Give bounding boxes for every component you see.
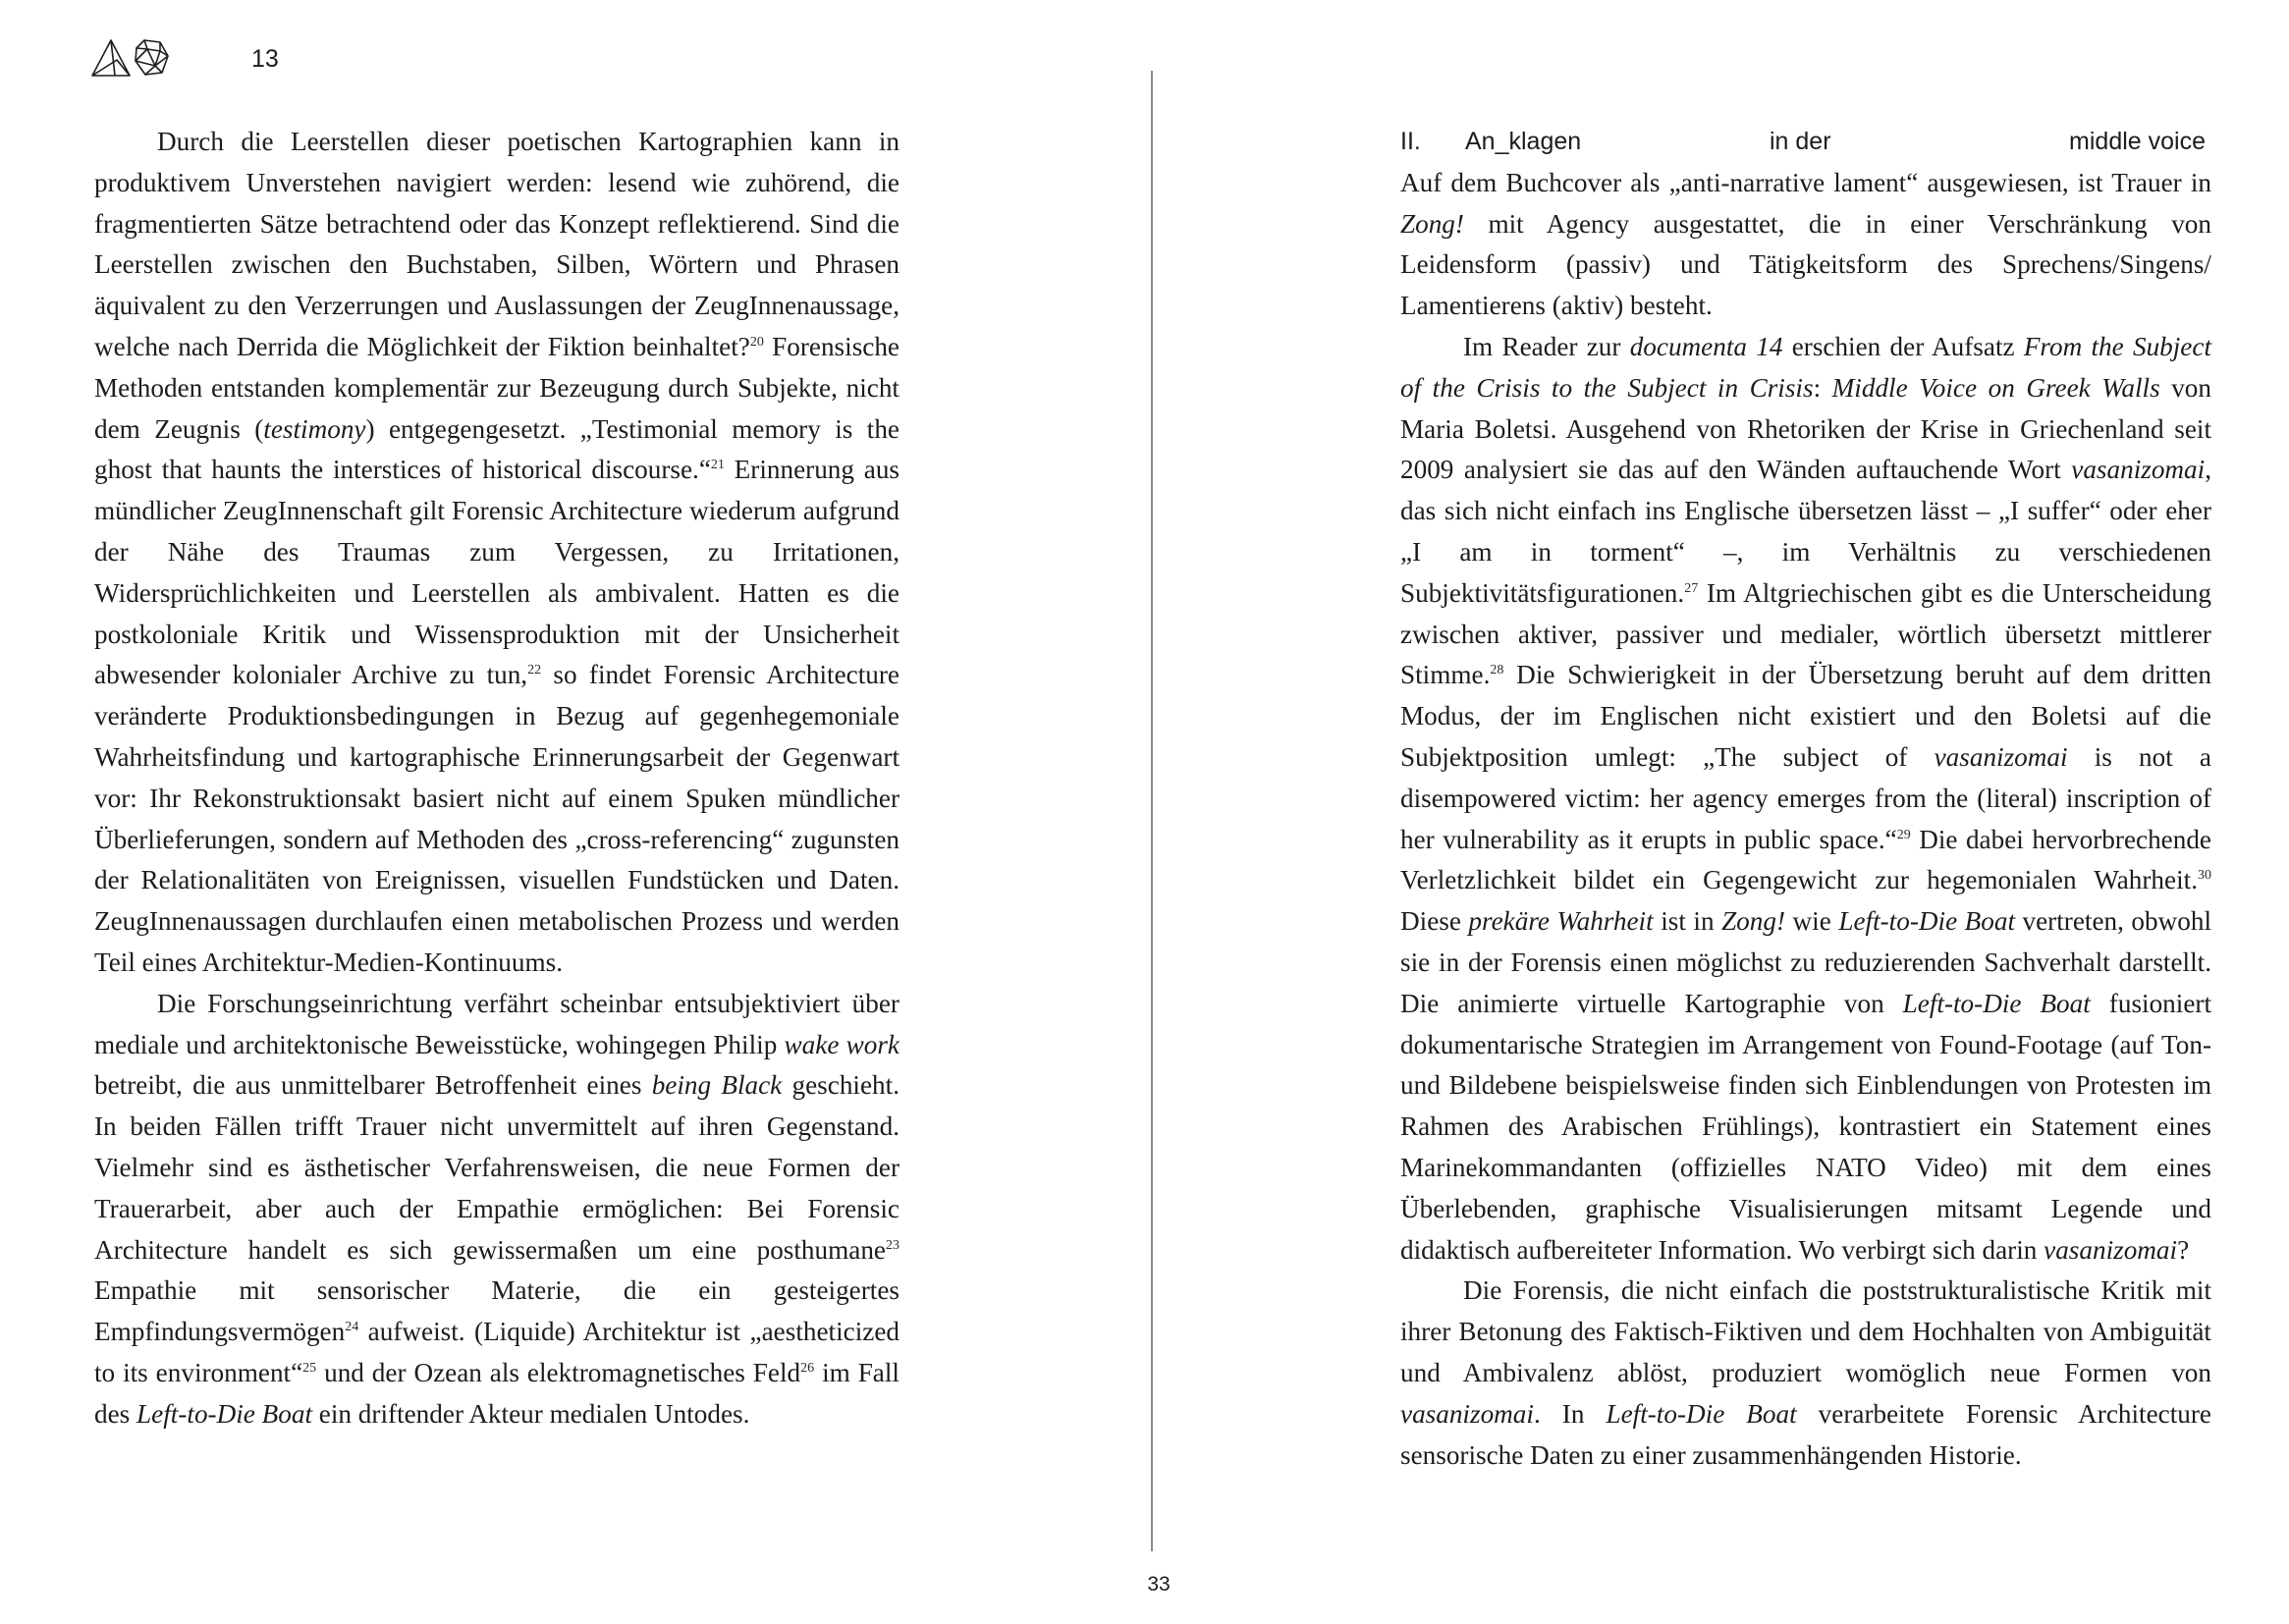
- gutter-divider: [1151, 71, 1153, 1551]
- footnote-ref: 21: [710, 458, 725, 473]
- footnote-ref: 25: [302, 1360, 317, 1376]
- section-title-word-3: middle voice: [2069, 128, 2206, 155]
- section-heading: [1400, 122, 2211, 163]
- section-number: II.: [1400, 128, 1421, 155]
- footnote-ref: 27: [1684, 580, 1699, 596]
- footnote-ref: 30: [2198, 868, 2211, 884]
- page-number-bottom: 33: [1147, 1573, 1171, 1596]
- footnote-ref: 23: [886, 1237, 899, 1253]
- footnote-ref: 26: [800, 1360, 815, 1376]
- right-paragraph-2: Im Reader zur documenta 14 erschien der Aufsatz From the Subject of the Crisis to the Subject in Crisis: Middle Voice on Greek Walls von Maria Boletsi. Ausgehend von Rhetoriken der Krise in Griechenland seit 2009 analysiert sie das auf den Wänden auftauchende Wort vasanizomai, das sich nicht einfach ins Englische übersetzen lässt – „I suffer“ oder eher „I am in torment“ –, im Verhältnis zu verschiedenen Subjektivitätsfigurationen.$^{27}$ Im Altgriechischen gibt es die Unterscheidung zwischen aktiver, passiver und medialer, wörtlich übersetzt mittlerer Stimme.$^{28}$ Die Schwierigkeit in der Übersetzung beruht auf dem dritten Modus, der im Englischen nicht existiert und den Boletsi auf die Subjektposition umlegt: „The subject of vasanizomai is not a disempowered victim: her agency emerges from the (literal) inscription of her vulnerability as it erupts in public space.“$^{29}$ Die dabei hervorbrechende Verletzlichkeit bildet ein Gegengewicht zur hegemonialen Wahrheit.$^{30}$ Diese prekäre Wahrheit ist in Zong! wie Left-to-Die Boat vertreten, obwohl sie in der Forensis einen möglichst zu reduzierenden Sachverhalt darstellt. Die animierte virtuelle Kartographie von Left-to-Die Boat fusioniert dokumentarische Strategien im Arrangement von Found-Footage (auf Ton- und Bildebene beispielsweise finden sich Einblendungen von Protesten im Rahmen des Arabischen Frühlings), kontrastiert ein Statement eines Marinekommandanten (offizielles NATO Video) mit dem eines Überlebenden, graphische Visualisierungen mitsamt Legende und didaktisch aufbereiteter Information. Wo verbirgt sich darin vasanizomai?: [1400, 331, 2211, 1265]
- logo-icon: [90, 35, 171, 79]
- right-paragraph-1: Auf dem Buchcover als „anti-narrative lament“ ausgewiesen, ist Trauer in Zong! mit Agency ausgestattet, die in einer Verschränkung von Leidensform (passiv) und Tätigkeitsform des Sprechens/Singens/ Lamentierens (aktiv) besteht.: [1400, 167, 2211, 321]
- footnote-ref: 22: [527, 663, 542, 678]
- left-page-body: [94, 122, 899, 1435]
- page-number-left: 13: [251, 45, 279, 73]
- left-paragraph-1: Durch die Leerstellen dieser poetischen Kartographien kann in produktivem Unverstehen navigiert werden: lesend wie zuhörend, die fragmentierten Sätze betrachtend oder das Konzept reflektierend. Sind die Leerstellen zwischen den Buchstaben, Silben, Wörtern und Phrasen äquivalent zu den Verzerrungen und Auslassungen der ZeugInnenaussage, welche nach Derrida die Möglichkeit der Fiktion beinhaltet?$^{20}$ Forensische Methoden entstanden komplementär zur Bezeugung durch Subjekte, nicht dem Zeugnis (testimony) entgegengesetzt. „Testimonial memory is the ghost that haunts the interstices of historical discourse.“$^{21}$ Erinnerung aus mündlicher ZeugInnenschaft gilt Forensic Architecture wiederum aufgrund der Nähe des Traumas zum Vergessen, zu Irritationen, Widersprüchlichkeiten und Leerstellen als ambivalent. Hatten es die postkoloniale Kritik und Wissensproduktion mit der Unsicherheit abwesender kolonialer Archive zu tun,$^{22}$ so findet Forensic Architecture veränderte Produktionsbedingungen in Bezug auf gegenhegemoniale Wahrheitsfindung und kartographische Erinnerungsarbeit der Gegenwart vor: Ihr Rekonstruktionsakt basiert nicht auf einem Spuken mündlicher Überlieferungen, sondern auf Methoden des „cross-referencing“ zugunsten der Relationalitäten von Ereignissen, visuellen Fundstücken und Daten. ZeugInnenaussagen durchlaufen einen metabolischen Prozess und werden Teil eines Architektur-Medien-Kontinuums.: [94, 127, 900, 977]
- right-paragraph-3: Die Forensis, die nicht einfach die poststrukturalistische Kritik mit ihrer Betonung des Faktisch-Fiktiven und dem Hochhalten von Ambiguität und Ambivalenz ablöst, produziert womöglich neue Formen von vasanizomai. In Left-to-Die Boat verarbeitete Forensic Architecture sensorische Daten zu einer zusammenhängenden Historie.: [1400, 1275, 2212, 1470]
- footnote-ref: 24: [345, 1320, 359, 1335]
- footnote-ref: 28: [1490, 663, 1504, 678]
- footnote-ref: 20: [749, 334, 764, 350]
- triangle-icosahedron-logo: [90, 35, 171, 79]
- left-paragraph-2: Die Forschungseinrichtung verfährt scheinbar entsubjektiviert über mediale und architektonische Beweisstücke, wohingegen Philip wake work betreibt, die aus unmittelbarer Betroffenheit eines being Black geschieht. In beiden Fällen trifft Trauer nicht unvermittelt auf ihren Gegenstand. Vielmehr sind es ästhetischer Verfahrensweisen, die neue Formen der Trauerarbeit, aber auch der Empathie ermöglichen: Bei Forensic Architecture handelt es sich gewissermaßen um eine posthumane$^{23}$ Empathie mit sensorischer Materie, die ein gesteigertes Empfindungsvermögen$^{24}$ aufweist. (Liquide) Architektur ist „aestheticized to its environment“$^{25}$ und der Ozean als elektromagnetisches Feld$^{26}$ im Fall des Left-to-Die Boat ein driftender Akteur medialen Untodes.: [94, 988, 900, 1429]
- section-title-word-2: in der: [1770, 128, 1831, 155]
- section-title-word-1: An_klagen: [1465, 128, 1582, 155]
- footnote-ref: 29: [1896, 827, 1911, 842]
- right-page-body: [1400, 122, 2211, 1476]
